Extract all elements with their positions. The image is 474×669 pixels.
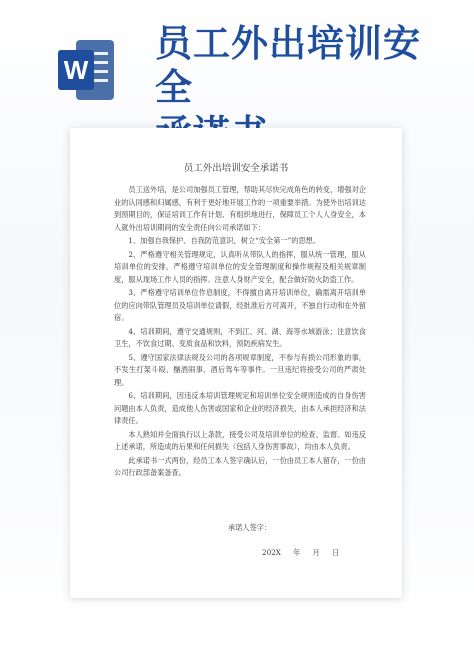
paragraph-item-1: 1、加强自我保护、自我防范意识，树立“安全第一”的思想。 xyxy=(128,236,321,245)
paragraph-item-3: 3、严格遵守培训单位作息制度，不得擅自离开培训单位，确需离开培训单位的应向带队管理员及培训单位请假，经批准后方可离开，不独自行动和在外留宿。 xyxy=(114,288,366,322)
signature-label: 承诺人签字： xyxy=(228,523,272,532)
document-title: 员工外出培训安全承诺书 xyxy=(183,163,289,174)
paragraph-item-2: 2、严格遵守相关管理规定，认真听从带队人的指挥，服从统一管理，服从培训单位的安排，严格遵守培训单位的安全管理制度和操作规程及相关规章制度，服从现场工作人员的指挥。注意人身财产安全，配合做好防火防盗工作。 xyxy=(114,249,366,284)
word-badge: W xyxy=(58,50,94,90)
document-sheet xyxy=(70,128,402,598)
paragraph-item-6: 6、培训期间，因违反本培训管理规定和培训单位安全规则造成的自身伤害问题由本人负责，造成他人伤害或国家和企业的经济损失，由本人承担经济和法律责任。 xyxy=(114,391,366,425)
paragraph-intro: 员工送外培，是公司加强员工管理，帮助其尽快完成角色的转变，增强对企业的认同感和归属感，有利于更好地开展工作的一项重要举措。为使外出培训达到预期目的，保证培训工作有计划、有组织地进行，保障员工个人人身安全，本人就外出培训期间的安全责任向公司承诺如下： xyxy=(114,185,366,232)
date-line: 202X 年 月 日 xyxy=(262,548,340,557)
document-body xyxy=(114,184,366,481)
headline-line1: 员工外出培训安全 xyxy=(155,22,421,109)
paragraph-item-4: 4、培训期间，遵守交通规则，不到江、河、湖、海等水域游泳；注意饮食卫生，不饮食过期、变质食品和饮料，预防疾病发生。 xyxy=(114,326,366,348)
paragraph-acknowledge: 本人熟知并全面执行以上条款，接受公司及培训单位的检查、监督。如违反上述承诺，所造成的后果和任何损失（包括人身伤害事故），均由本人负责。 xyxy=(114,429,366,451)
word-document-icon xyxy=(58,40,114,100)
paragraph-item-5: 5、遵守国家法律法规及公司的各项规章制度，不参与有损公司形象的事，不发生打架斗殴、酗酒闹事、酒后驾车等事件。一旦违纪将接受公司的严肃处理。 xyxy=(114,352,366,387)
paragraph-copies: 此承诺书一式两份，经员工本人签字确认后，一份由员工本人留存，一份由公司行政部备案备查。 xyxy=(114,455,366,477)
banner xyxy=(0,0,474,125)
